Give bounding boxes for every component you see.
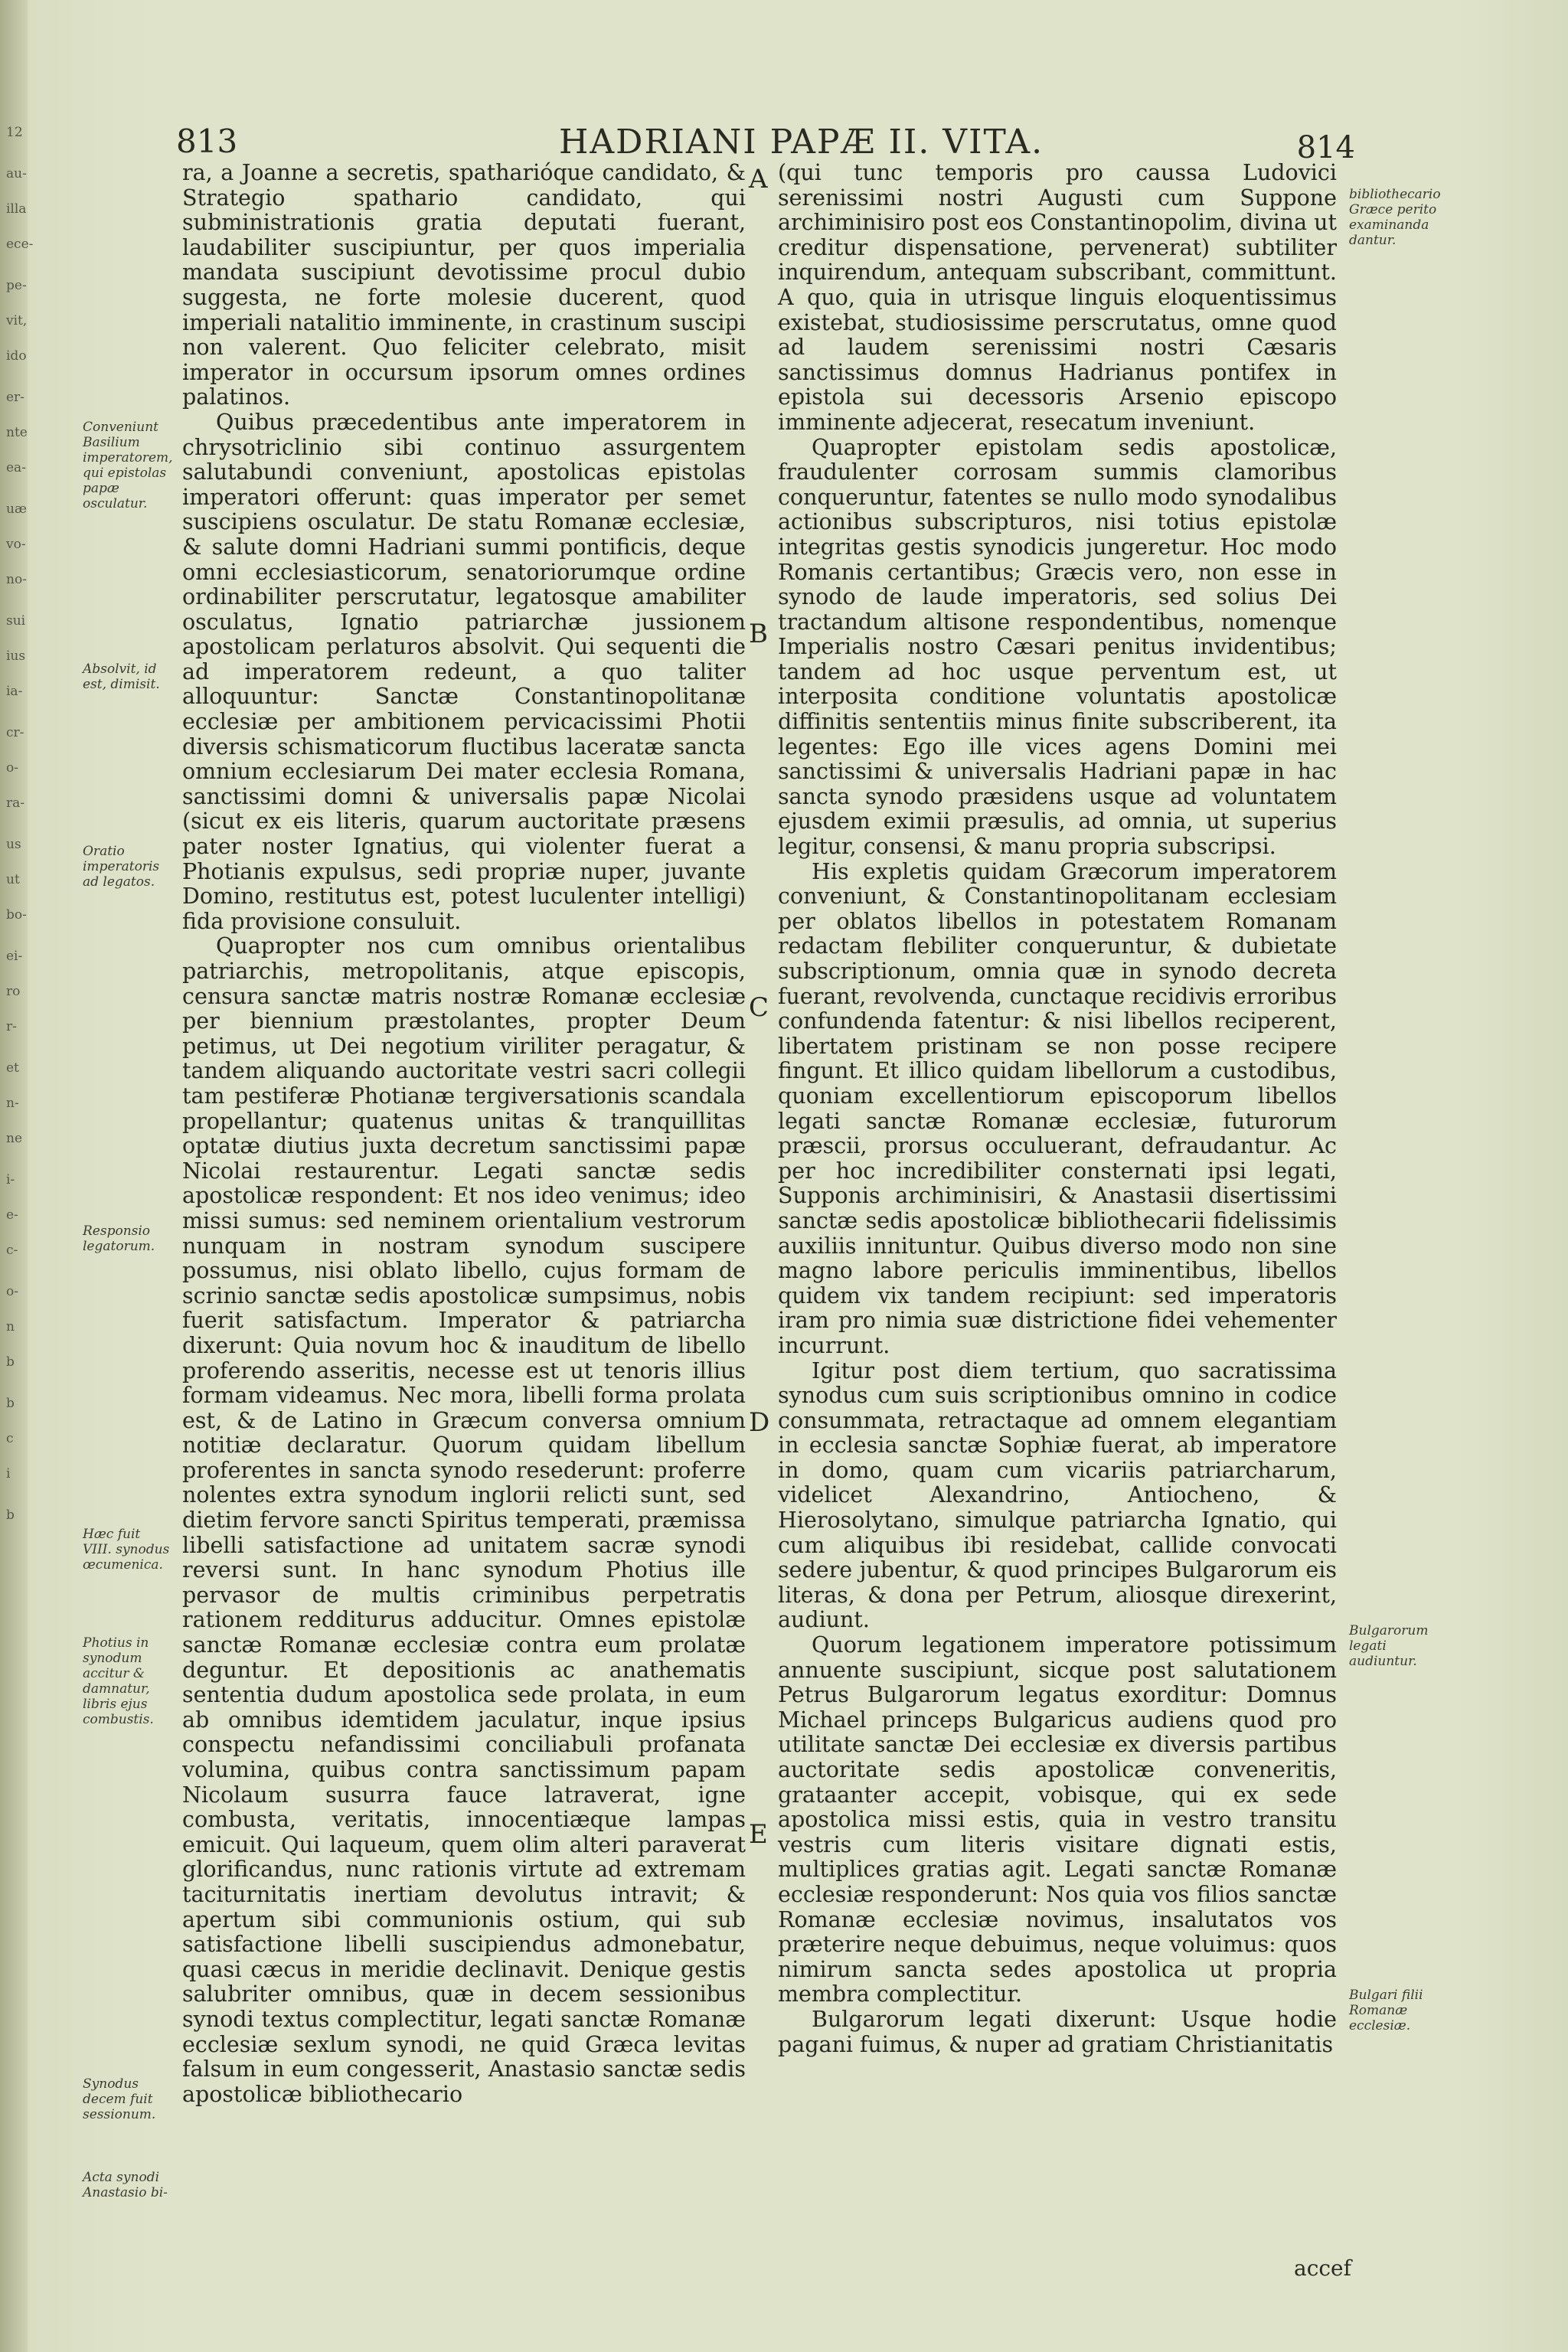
- paragraph: His expletis quidam Græcorum imperatorem conveniunt, & Constantinopolitanam ecclesiam per oblatos libellos in potestatem Romanam redactam flebiliter conqueruntur, & dubietate subscriptionum, omnia quæ in synodo decreta fuerant, revolvenda, cunctaque recidivis erroribus confundenda fatentur: & nisi libellos reciperent, libertatem pristinam se non posse recipere fingunt. Et illico quidam libellorum a custodibus, quoniam excellentiorum episcoporum libellos legati sanctæ Romanæ ecclesiæ, futurorum præscii, prorsus occuluerant, defraudantur. Ac per hoc incredibiliter consternati ipsi legati, Supponis archiminisiri, & Anastasii disertissimi sanctæ sedis apostolicæ bibliothecarii fidelissimis auxiliis innituntur. Quibus diverso modo non sine magno labore periculis imminentibus, libellos quidem vix tandem recipiunt: sed imperatoris iram pro nimia suæ districtione fidei vehementer incurrunt.: [778, 858, 1337, 1358]
- previous-page-word: ius: [6, 648, 26, 664]
- page-number-left: 813: [176, 122, 238, 160]
- previous-page-word: ece-: [6, 237, 34, 252]
- previous-page-word: o-: [6, 1284, 18, 1299]
- paragraph: ra, a Joanne a secretis, spathariόque candidato, & Strategio spathario candidato, qui subministrationis gratia deputati fuerant, laudabiliter suscipiuntur, per quos imperialia mandata suscipiunt devotissime procul dubio suggesta, ne forte molesie ducerent, quod imperiali natalitio imminente, in crastinum suscipi non valerent. Quo feliciter celebrato, misit imperator in occursum ipsorum omnes ordines palatinos.: [182, 160, 746, 410]
- margin-note-right: bibliothecario Græce perito examinanda dantur.: [1349, 187, 1441, 248]
- previous-page-word: sui: [6, 613, 26, 629]
- paragraph: Quapropter epistolam sedis apostolicæ, fraudulenter corrosam summis clamoribus conqueruntur, fatentes se nullo modo synodalibus actionibus subscripturos, nisi totius epistolæ integritas gestis synodicis jungeretur. Hoc modo Romanis certantibus; Græcis vero, non esse in synodo de laude imperatoris, sed solius Dei tractandum altisone respondentibus, nomenque Imperialis nostro Cæsari penitus invidentibus; tandem ad hoc usque perventum est, ut interposita conditione voluntatis apostolicæ diffinitis sententiis minus finite subscriberent, ita legentes: Ego ille vices agens Domini mei sanctissimi & universalis Hadriani papæ in hac sancta synodo præsidens usque ad voluntatem ejusdem eximii præsulis, ad omnia, ut superius legitur, consensi, & manu propria subscripsi.: [778, 434, 1337, 860]
- previous-page-word: i-: [6, 1172, 15, 1187]
- paragraph: Quorum legationem imperatore potissimum annuente suscipiunt, sicque post salutationem Petrus Bulgarorum legatus exorditur: Domnus Michael princeps Bulgaricus audiens quod pro utilitate sanctæ Dei ecclesiæ ex diversis partibus auctoritate sedis apostolicæ conveneritis, grataanter accepit, vobisque, qui ex sede apostolica missi estis, quia in vestro transitu vestris cum literis visitare dignati estis, multiplices gratias agit. Legati sanctæ Romanæ ecclesiæ responderunt: Nos quia vos filios sanctæ Romanæ ecclesiæ novimus, insalutatos vos præterire neque debuimus, neque voluimus: quos nimirum sancta sedes apostolica ut propria membra complectitur.: [778, 1632, 1337, 2007]
- previous-page-word: ia-: [6, 684, 23, 699]
- margin-note-right: Bulgari filii Romanæ ecclesiæ.: [1349, 1988, 1423, 2034]
- paragraph: (qui tunc temporis pro caussa Ludovici serenissimi nostri Augusti cum Suppone archiminisiro post eos Constantinopolim, divina ut creditur dispensatione, pervenerat) subtiliter inquirendum, antequam subscribant, committunt. A quo, quia in utrisque linguis eloquentissimus existebat, studiosissime perscrutatus, omne quod ad laudem serenissimi nostri Cæsaris sanctissimus domnus Hadrianus pontifex in epistola sui decessoris Arsenio episcopo imminente adjecerat, resecatum inveniunt.: [778, 160, 1337, 435]
- previous-page-word: r-: [6, 1019, 17, 1034]
- previous-page-word: vo-: [6, 537, 26, 552]
- margin-note-left: Photius in synodum accitur & damnatur, libris ejus combustis.: [83, 1635, 154, 1727]
- previous-page-word: vit,: [6, 313, 28, 328]
- previous-page-word: n-: [6, 1096, 19, 1111]
- previous-page-word: ro: [6, 984, 21, 999]
- section-letter-b: B: [749, 619, 768, 649]
- previous-page-word: ido: [6, 348, 27, 364]
- previous-page-fragment: [6, 122, 74, 2343]
- previous-page-word: us: [6, 837, 21, 852]
- previous-page-word: n: [6, 1319, 15, 1334]
- previous-page-word: b: [6, 1396, 15, 1411]
- previous-page-word: bo-: [6, 907, 27, 923]
- margin-note-right: Bulgarorum legati audiuntur.: [1349, 1623, 1429, 1669]
- running-title: HADRIANI PAPÆ II. VITA.: [559, 122, 1044, 162]
- previous-page-word: ne: [6, 1131, 23, 1146]
- previous-page-word: nte: [6, 425, 28, 440]
- page-number-right: 814: [1296, 130, 1355, 165]
- previous-page-word: er-: [6, 390, 24, 405]
- section-letter-a: A: [749, 164, 768, 194]
- previous-page-word: b: [6, 1508, 15, 1523]
- margin-note-left: Oratio imperatoris ad legatos.: [83, 844, 160, 890]
- margin-note-left: Responsio legatorum.: [83, 1223, 155, 1254]
- previous-page-word: illa: [6, 201, 27, 217]
- section-letter-d: D: [749, 1407, 770, 1438]
- margin-note-left: Conveniunt Basilium imperatorem, qui epistolas papæ osculatur.: [83, 420, 173, 511]
- catchword: accef: [1294, 2256, 1351, 2281]
- previous-page-word: o-: [6, 760, 18, 776]
- previous-page-word: no-: [6, 572, 27, 587]
- paragraph: Quibus præcedentibus ante imperatorem in chrysotriclinio sibi continuo assurgentem salutabundi conveniunt, apostolicas epistolas imperatori offerunt: quas imperator per semet suscipiens osculatur. De statu Romanæ ecclesiæ, & salute domni Hadriani summi pontificis, deque omni ecclesiasticorum, senatoriorumque ordine ordinabiliter perscrutatur, legatosque amabiliter osculatus, Ignatio patriarchæ jussionem apostolicam perlaturos absolvit. Qui sequenti die ad imperatorem redeunt, a quo taliter alloquuntur: Sanctæ Constantinopolitanæ ecclesiæ per ambitionem pervicacissimi Photii diversis schismaticorum fluctibus laceratæ sancta omnium ecclesiarum Dei mater ecclesia Romana, sanctissimi domni & universalis papæ Nicolai (sicut ex eis literis, quarum auctoritate præsens pater noster Ignatius, qui violenter fuerat a Photianis expulsus, sedi propriæ nuper, juvante Domino, restitutus est, potest luculenter intelligi) fida provisione consuluit.: [182, 409, 746, 934]
- paragraph: Igitur post diem tertium, quo sacratissima synodus cum suis scriptionibus omnino in codice consummata, retractaque ad omnem elegantiam in ecclesia sanctæ Sophiæ fuerat, ab imperatore in domo, quam cum vicariis patriarcharum, videlicet Alexandrino, Antiocheno, & Hierosolytano, simulque patriarcha Ignatio, qui cum aliquibus ibi residebat, callide convocati sedere jubentur, & quod principes Bulgarorum eis literas, & dona per Petrum, aliosque direxerint, audiunt.: [778, 1357, 1337, 1633]
- previous-page-word: uæ: [6, 501, 27, 517]
- previous-page-word: 12: [6, 125, 23, 140]
- margin-note-left: Acta synodi Anastasio bi-: [83, 2170, 168, 2200]
- previous-page-word: ei-: [6, 949, 23, 964]
- previous-page-word: b: [6, 1354, 15, 1370]
- margin-note-left: Hæc fuit VIII. synodus œcumenica.: [83, 1527, 170, 1573]
- margin-note-left: Absolvit, id est, dimisit.: [83, 662, 160, 692]
- previous-page-word: pe-: [6, 278, 27, 293]
- paragraph: Bulgarorum legati dixerunt: Usque hodie pagani fuimus, & nuper ad gratiam Christianitatis: [778, 2006, 1337, 2057]
- previous-page-word: i: [6, 1466, 11, 1481]
- previous-page-word: c-: [6, 1243, 18, 1258]
- section-letter-e: E: [749, 1819, 768, 1850]
- text-column-right: [778, 161, 1337, 2057]
- previous-page-word: ut: [6, 872, 20, 887]
- previous-page-word: cr-: [6, 725, 24, 740]
- previous-page-word: et: [6, 1060, 19, 1076]
- previous-page-word: e-: [6, 1207, 18, 1223]
- previous-page-word: ea-: [6, 460, 26, 475]
- section-letter-c: C: [749, 992, 769, 1023]
- text-column-left: [182, 161, 746, 2107]
- previous-page-word: c: [6, 1431, 14, 1446]
- paragraph: Quapropter nos cum omnibus orientalibus patriarchis, metropolitanis, atque episcopis, censura sanctæ matris nostræ Romanæ ecclesiæ per biennium præstolantes, propter Deum petimus, ut Dei negotium viriliter peragatur, & tandem aliquando auctoritate vestri sacri collegii tam pestiferæ Photianæ tergiversationis scandala propellantur; quatenus unitas & tranquillitas optatæ diutius juxta decretum sanctissimi papæ Nicolai restaurentur. Legati sanctæ sedis apostolicæ respondent: Et nos ideo venimus; ideo missi sumus: sed neminem orientalium vestrorum nunquam in nostram synodum suscipere possumus, nisi oblato libello, cujus formam de scrinio sanctæ sedis apostolicæ sumpsimus, nobis fuerit satisfactum. Imperator & patriarcha dixerunt: Quia novum hoc & inauditum de libello proferendo asseritis, necesse est ut tenoris illius formam videamus. Nec mora, libelli forma prolata est, & de Latino in Græcum conversa omnium notitiæ declaratur. Quorum quidam libellum proferentes in sancta synodo resederunt: proferre nolentes extra synodum inglorii relicti sunt, sed dietim fervore sancti Spiritus temperati, præmissa libelli satisfactione ad unitatem sacræ synodi reversi sunt. In hanc synodum Photius ille pervasor de multis criminibus perpetratis rationem redditurus adducitur. Omnes epistolæ sanctæ Romanæ ecclesiæ contra eum prolatæ deguntur. Et depositionis ac anathematis sententia dudum apostolica sede prolata, in eum ab omnibus idemtidem jaculatur, inque ipsius conspectu nefandissimi conciliabuli profanata volumina, quibus contra sanctissimum papam Nicolaum susurra fauce latraverat, igne combusta, veritatis, innocentiæque lampas emicuit. Qui laqueum, quem olim alteri paraverat glorificandus, nunc rationis virtute ad extremam taciturnitatis inertiam devolutus intravit; & apertum sibi communionis ostium, qui sub satisfactione libelli suscipiendus admonebatur, quasi cæcus in meridie declinavit. Denique gestis salubriter omnibus, quæ in decem sessionibus synodi textus complectitur, legati sanctæ Romanæ ecclesiæ sexlum synodi, ne quid Græca levitas falsum in eum congesserit, Anastasio sanctæ sedis apostolicæ bibliothecario: [182, 933, 746, 2107]
- previous-page-word: ra-: [6, 795, 25, 811]
- margin-note-left: Synodus decem fuit sessionum.: [83, 2076, 156, 2122]
- previous-page-word: au-: [6, 166, 27, 181]
